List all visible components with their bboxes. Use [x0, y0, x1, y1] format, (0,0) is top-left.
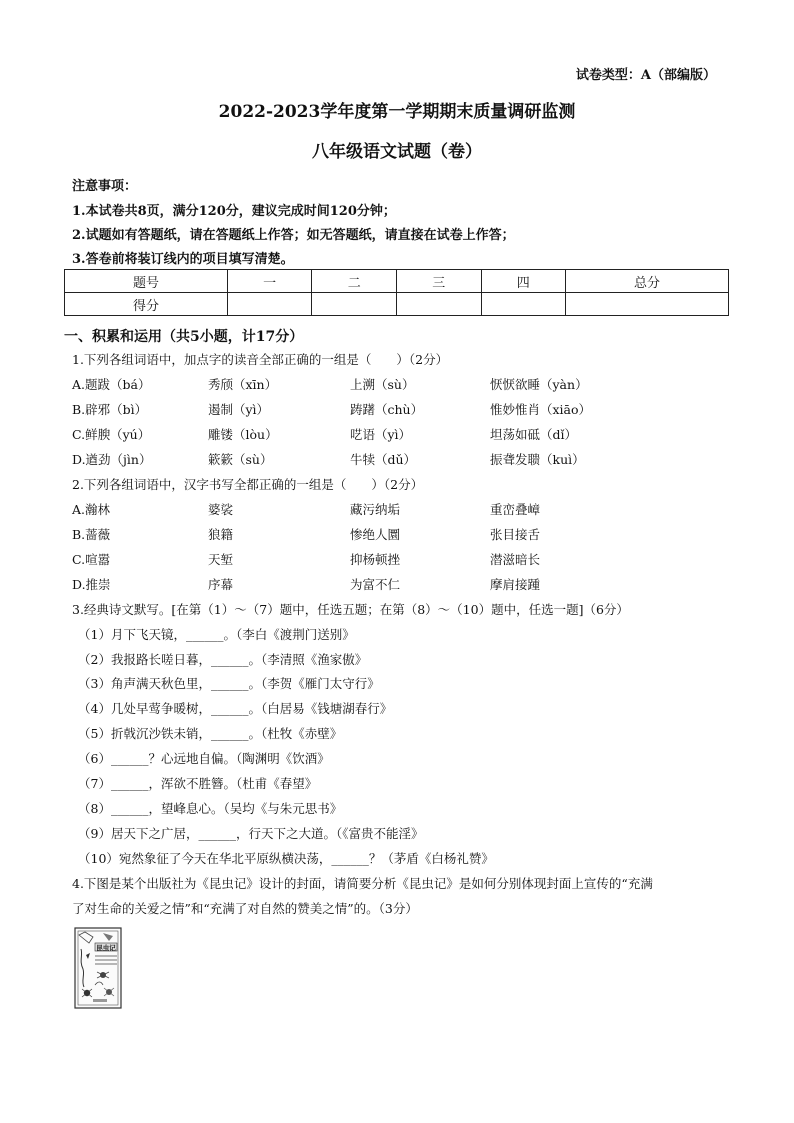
- option-item: 牛犊（dǔ）: [350, 452, 417, 467]
- option-item: A.题跋（bá）: [72, 377, 151, 392]
- score-cell[interactable]: [227, 293, 312, 316]
- option-item: 狼籍: [208, 527, 234, 542]
- note-item: 1.本试卷共8页，满分120分，建议完成时间120分钟；: [72, 204, 396, 219]
- notes-heading: 注意事项：: [72, 179, 138, 194]
- score-row-label: 得分: [65, 293, 228, 316]
- option-item: C.喧嚣: [72, 552, 111, 567]
- option-item: B.辟邪（bì）: [72, 402, 148, 417]
- option-item: A.瀚林: [72, 502, 111, 517]
- section-heading: 一、积累和运用（共5小题，计17分）: [64, 329, 304, 345]
- option-item: 婆裟: [208, 502, 234, 517]
- poem-line: （9）居天下之广居，______，行天下之大道。（《富贵不能淫》: [78, 826, 424, 841]
- poem-line: （10）宛然象征了今天在华北平原纵横决荡，______？（茅盾《白杨礼赞》: [78, 851, 494, 866]
- score-table-header-cell: 四: [481, 270, 566, 293]
- poem-line: （1）月下飞天镜，______。（李白《渡荆门送别》: [78, 627, 355, 642]
- option-item: B.蔷薇: [72, 527, 111, 542]
- note-item: 2.试题如有答题纸，请在答题纸上作答；如无答题纸，请直接在试卷上作答；: [72, 228, 515, 243]
- option-item: 抑杨顿挫: [350, 552, 401, 567]
- option-item: 天堑: [208, 552, 234, 567]
- option-item: 恹恹欲睡（yàn）: [490, 377, 588, 392]
- option-item: D.遒劲（jìn）: [72, 452, 152, 467]
- note-item: 3.答卷前将装订线内的项目填写清楚。: [72, 252, 294, 267]
- option-item: 张目接舌: [490, 527, 541, 542]
- option-item: 秀颀（xīn）: [208, 377, 278, 392]
- exam-subtitle: 八年级语文试题（卷）: [312, 142, 482, 162]
- option-item: 坦荡如砥（dǐ）: [490, 427, 577, 442]
- score-table-score-row: [65, 293, 729, 316]
- book-cover-title: 昆虫记: [96, 944, 116, 952]
- poem-line: （2）我报路长嗟日暮，______。（李清照《渔家傲》: [78, 652, 368, 667]
- document-type: 试卷类型：A（部编版）: [575, 68, 716, 83]
- score-cell[interactable]: [481, 293, 566, 316]
- question-2-stem: 2.下列各组词语中，汉字书写全都正确的一组是（ ）（2分）: [72, 477, 424, 492]
- poem-line: （4）几处早莺争暖树，______。（白居易《钱塘湖春行》: [78, 701, 393, 716]
- score-table: [64, 269, 729, 316]
- option-item: 踌躇（chù）: [350, 402, 424, 417]
- poem-line: （5）折戟沉沙铁未销，______。（杜牧《赤壁》: [78, 726, 343, 741]
- score-table-header-cell: 三: [396, 270, 481, 293]
- score-table-header-cell: 总分: [566, 270, 729, 293]
- poem-line: （7）______，浑欲不胜簪。（杜甫《春望》: [78, 776, 318, 791]
- option-item: 惨绝人圜: [350, 527, 401, 542]
- option-item: 上溯（sù）: [350, 377, 415, 392]
- option-item: D.推崇: [72, 577, 111, 592]
- poem-line: （6）______？心远地自偏。（陶渊明《饮酒》: [78, 751, 330, 766]
- score-cell[interactable]: [396, 293, 481, 316]
- option-item: 遏制（yì）: [208, 402, 270, 417]
- option-item: 呓语（yì）: [350, 427, 412, 442]
- question-4-stem-line-1: 4.下图是某个出版社为《昆虫记》设计的封面，请简要分析《昆虫记》是如何分别体现封面上宣传的“充满: [72, 876, 653, 891]
- score-table-header-cell: 一: [227, 270, 312, 293]
- option-item: 惟妙惟肖（xiāo）: [490, 402, 592, 417]
- question-1-stem: 1.下列各组词语中，加点字的读音全部正确的一组是（ ）（2分）: [72, 352, 449, 367]
- option-item: 藏污纳垢: [350, 502, 401, 517]
- exam-title: 2022-2023学年度第一学期期末质量调研监测: [218, 102, 576, 122]
- option-item: 序幕: [208, 577, 234, 592]
- option-item: 振聋发聩（kuì）: [490, 452, 585, 467]
- poem-line: （8）______，望峰息心。（吴均《与朱元思书》: [78, 801, 343, 816]
- option-item: 雕镂（lòu）: [208, 427, 278, 442]
- question-3-stem: 3.经典诗文默写。[在第（1）～（7）题中，任选五题；在第（8）～（10）题中，任选一题]（6分）: [72, 602, 629, 617]
- score-table-header-cell: 题号: [65, 270, 228, 293]
- option-item: 为富不仁: [350, 577, 401, 592]
- book-cover-illustration: [73, 925, 125, 1013]
- score-cell[interactable]: [312, 293, 397, 316]
- option-item: C.鲜腴（yú）: [72, 427, 151, 442]
- option-item: 潜滋暗长: [490, 552, 541, 567]
- poem-line: （3）角声满天秋色里，______。（李贺《雁门太守行》: [78, 676, 380, 691]
- score-table-header-cell: 二: [312, 270, 397, 293]
- score-table-header-row: [65, 270, 729, 293]
- option-item: 重峦叠嶂: [490, 502, 541, 517]
- score-cell[interactable]: [566, 293, 729, 316]
- question-4-stem-line-2: 了对生命的关爱之情”和“充满了对自然的赞美之情”的。（3分）: [72, 901, 418, 916]
- option-item: 簌簌（sù）: [208, 452, 273, 467]
- option-item: 摩肩接踵: [490, 577, 541, 592]
- book-cover-image: [73, 925, 125, 1013]
